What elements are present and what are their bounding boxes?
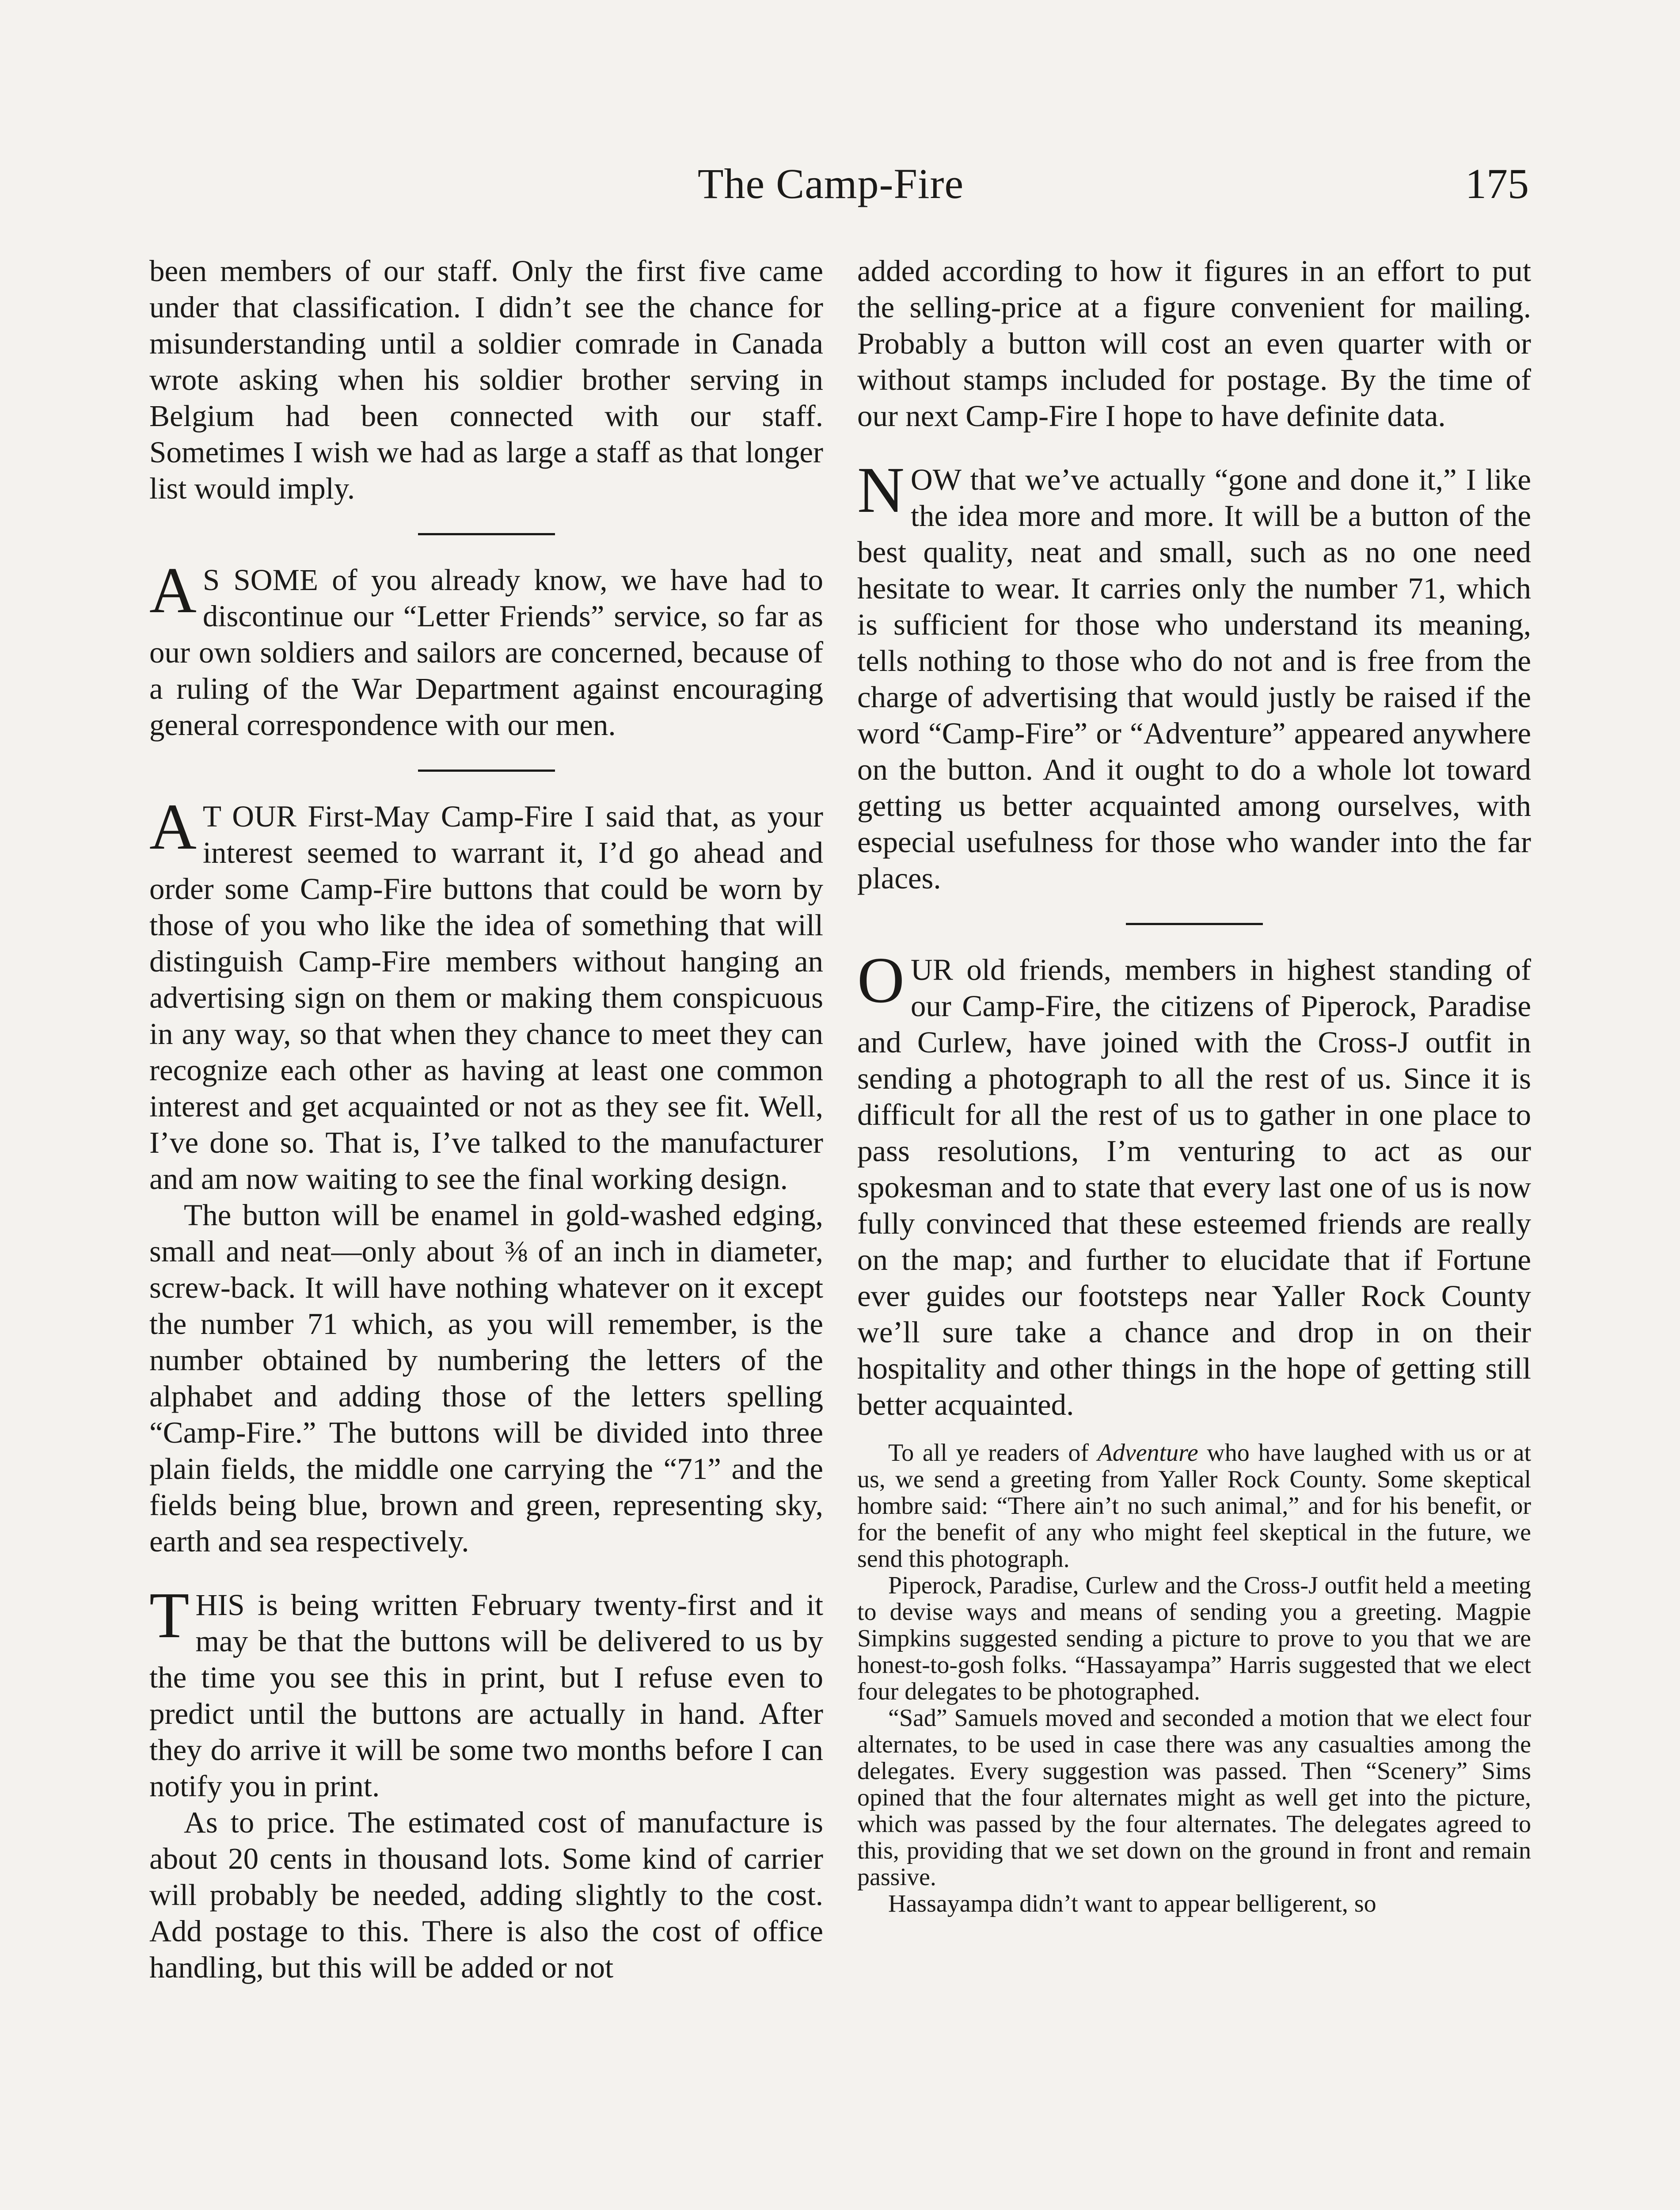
- section-divider: [1126, 923, 1263, 925]
- paragraph-text: S SOME of you already know, we have had to discontinue our “Letter Friends” service, so far as our own soldiers and sailors are concerned, because of a ruling of the War Department against encouraging general correspondence with our men.: [149, 563, 823, 742]
- left-column: [149, 253, 823, 1985]
- paragraph: been members of our staff. Only the first five came under that classification. I didn’t see the chance for misunderstanding until a soldier comrade in Canada wrote asking when his soldier brother serving in Belgium had been connected with our staff. Sometimes I wish we had as large a staff as that longer list would imply.: [149, 254, 823, 505]
- paragraph-text: HIS is being written February twenty-first and it may be that the buttons will be delivered to us by the time you see this in print, but I refuse even to predict until the buttons are actually in hand. After they do arrive it will be some two months before I can notify you in print.: [149, 1588, 823, 1803]
- section-divider: [418, 770, 555, 772]
- drop-cap: A: [149, 554, 197, 627]
- section-divider: [418, 533, 555, 535]
- right-column: [857, 253, 1531, 1917]
- drop-cap: A: [149, 791, 197, 863]
- page-number: 175: [1465, 160, 1529, 207]
- paragraph-text: UR old friends, members in highest standing of our Camp-Fire, the citizens of Piperock, Paradise and Curlew, have joined with the Cross-J outfit in sending a photograph to all the rest of us. Since it is difficult for all the rest of us to gather in one place to pass resolutions, I’m venturing to act as our spokesman and to state that every last one of us is now fully convinced that these esteemed friends are really on the map; and further to elucidate that if Fortune ever guides our footsteps near Yaller Rock County we’ll sure take a chance and drop in on their hospitality and other things in the hope of getting still better acquainted.: [857, 953, 1531, 1421]
- paragraph: [857, 454, 1531, 896]
- paragraph: [149, 791, 823, 1197]
- paragraph-text: OW that we’ve actually “gone and done it,” I like the idea more and more. It will be a button of the best quality, neat and small, such as no one need hesitate to wear. It carries only the number 71, which is sufficient for those who understand its meaning, tells nothing to those who do not and is free from the charge of advertising that would justly be raised if the word “Camp-Fire” or “Adventure” appeared anywhere on the button. And it ought to do a whole lot toward getting us better acquainted among ourselves, with especial usefulness for those who wander into the far places.: [857, 463, 1531, 895]
- drop-cap: N: [857, 454, 905, 526]
- letter-paragraph: Hassayampa didn’t want to appear belligerent, so: [888, 1890, 1376, 1917]
- paragraph: [149, 554, 823, 743]
- running-head: The Camp-Fire: [697, 160, 964, 207]
- drop-cap: T: [149, 1579, 190, 1652]
- letter-paragraph: “Sad” Samuels moved and seconded a motion that we elect four alternates, to be used in case there was any casualties among the delegates. Every suggestion was passed. Then “Scenery” Sims opined that the four alternates might as well get into the picture, which was passed by the four alternates. The delegates agreed to this, providing that we set down on the ground in front and remain passive.: [857, 1704, 1531, 1891]
- paragraph: As to price. The estimated cost of manufacture is about 20 cents in thousand lots. Some kind of carrier will probably be needed, adding slightly to the cost. Add postage to this. There is also the cost of office handling, but this will be added or not: [149, 1806, 823, 1984]
- magazine-title: Adventure: [1097, 1439, 1198, 1467]
- drop-cap: O: [857, 944, 905, 1017]
- paragraph: [149, 1579, 823, 1804]
- paragraph-text: T OUR First-May Camp-Fire I said that, as your interest seemed to warrant it, I’d go ahead and order some Camp-Fire buttons that could be worn by those of you who like the idea of something that will distinguish Camp-Fire members without hanging an advertising sign on them or making them conspicuous in any way, so that when they chance to meet they can recognize each other as having at least one common interest and get acquainted or not as they see fit. Well, I’ve done so. That is, I’ve talked to the manufacturer and am now waiting to see the final working design.: [149, 800, 823, 1196]
- letter-paragraph: To all ye readers of Adventure who have laughed with us or at us, we send a greeting from Yaller Rock County. Some skeptical hombre said: “There ain’t no such animal,” and for his benefit, or for the benefit of any who might feel skeptical in the future, we send this photograph.: [857, 1439, 1531, 1573]
- quoted-letter: [857, 1440, 1531, 1917]
- letter-paragraph: Piperock, Paradise, Curlew and the Cross-J outfit held a meeting to devise ways and means of sending you a greeting. Magpie Simpkins suggested sending a picture to prove to you that we are honest-to-gosh folks. “Hassayampa” Harris suggested that we elect four delegates to be photographed.: [857, 1572, 1531, 1705]
- paragraph: [857, 944, 1531, 1423]
- paragraph: The button will be enamel in gold-washed edging, small and neat—only about ⅜ of an inch in diameter, screw-back. It will have nothing whatever on it except the number 71 which, as you will remember, is the number obtained by numbering the letters of the alphabet and adding those of the letters spelling “Camp-Fire.” The buttons will be divided into three plain fields, the middle one carrying the “71” and the fields being blue, brown and green, representing sky, earth and sea respectively.: [149, 1198, 823, 1558]
- paragraph: added according to how it figures in an effort to put the selling-price at a figure convenient for mailing. Probably a button will cost an even quarter with or without stamps included for postage. By the time of our next Camp-Fire I hope to have definite data.: [857, 254, 1531, 433]
